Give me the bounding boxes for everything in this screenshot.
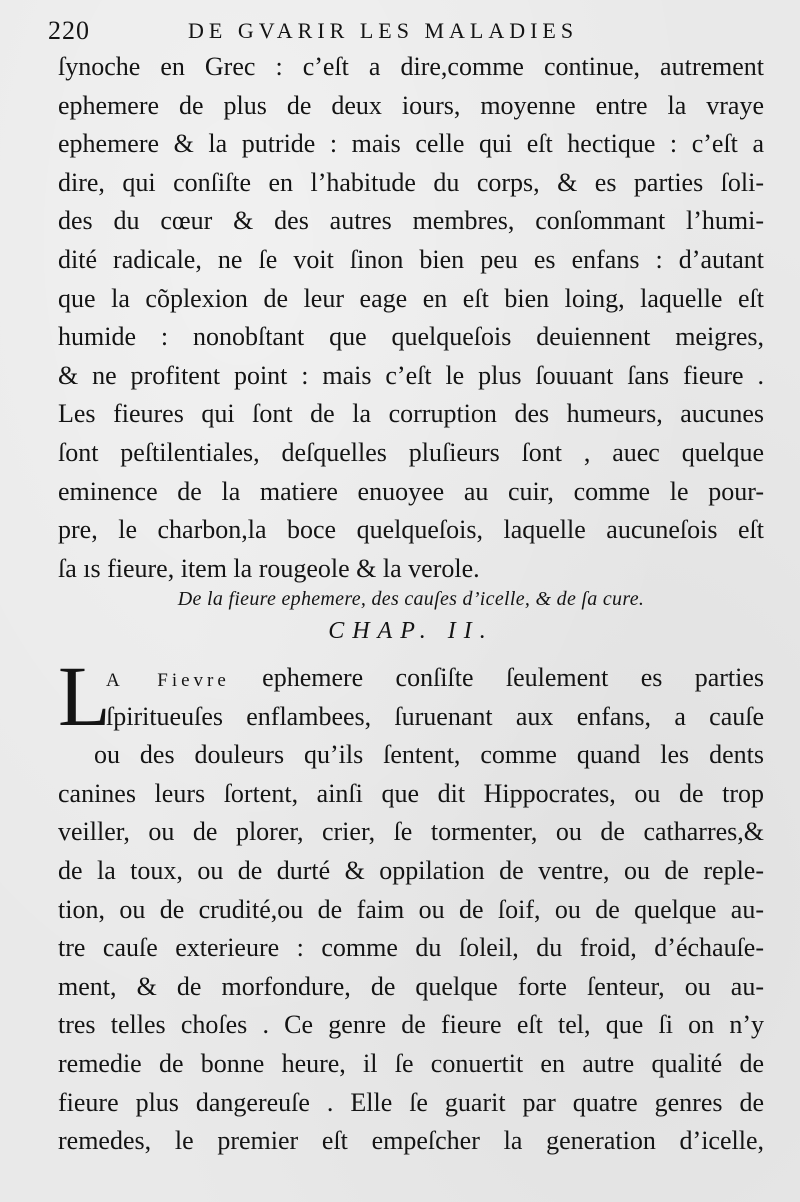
text-line: des du cœur & des autres membres, conſommant l’humi- [58, 206, 764, 236]
text-line: dité radicale, ne ſe voit ſinon bien peu es enfans : d’autant [58, 244, 764, 274]
text-line: humide : nonobſtant que quelqueſois deuiennent meigres, [58, 322, 764, 352]
text-line: veiller, ou de plorer, crier, ſe tormenter, ou de catharres,& [58, 817, 764, 847]
text-line: eminence de la matiere enuoyee au cuir, comme le pour- [58, 476, 764, 506]
page-header [48, 16, 748, 50]
text-line: dire, qui conſiſte en l’habitude du corps, & es parties ſoli- [58, 167, 764, 197]
text-line: que la cõplexion de leur eage en eſt bien loing, laquelle eſt [58, 283, 764, 313]
text-line: tres telles choſes . Ce genre de fieure eſt tel, que ſi on n’y [58, 1010, 764, 1040]
text-line: ſynoche en Grec : c’eſt a dire,comme continue, autrement [58, 52, 764, 81]
text-line: fieure plus dangereuſe . Elle ſe guarit par quatre genres de [58, 1087, 764, 1117]
drop-cap: L [58, 648, 111, 744]
text-line: ment, & de morfondure, de quelque forte ſenteur, ou au- [58, 971, 764, 1001]
text-line: tre cauſe exterieure : comme du ſoleil, du froid, d’échauſe- [58, 933, 764, 963]
chapter-text-block [58, 648, 764, 1161]
text-line: ſpiritueuſes enflambees, ſuruenant aux enfans, a cauſe [106, 701, 764, 731]
text-line: ſont peſtilentiales, deſquelles pluſieurs ſont , auec quelque [58, 437, 764, 467]
text-line: ſa ıs fieure, item la rougeole & la verole. [58, 553, 480, 583]
text-line: & ne profitent point : mais c’eſt le plus ſouuant ſans fieure . [58, 360, 764, 390]
main-text-block [58, 48, 764, 588]
text-line: ou des douleurs qu’ils ſentent, comme quand les dents [94, 740, 764, 770]
page-number: 220 [48, 16, 90, 45]
lead-small-caps: A Fievre [106, 670, 230, 691]
running-head: DE GVARIR LES MALADIES [188, 18, 579, 43]
lead-rest: ephemere conſiſte ſeulement es parties [229, 663, 764, 692]
text-line: remedie de bonne heure, il ſe conuertit en autre qualité de [58, 1048, 764, 1078]
text-line: canines leurs ſortent, ainſi que dit Hippocrates, ou de trop [58, 778, 764, 808]
text-line: ephemere de plus de deux iours, moyenne entre la vraye [58, 90, 764, 120]
text-line [58, 659, 764, 698]
text-line: de la toux, ou de durté & oppilation de ventre, ou de reple- [58, 855, 764, 885]
text-line: pre, le charbon,la boce quelqueſois, laquelle aucuneſois eſt [58, 515, 764, 545]
text-line: tion, ou de crudité,ou de faim ou de ſoif, ou de quelque au- [58, 894, 764, 924]
text-line: remedes, le premier eſt empeſcher la generation d’icelle, [58, 1126, 764, 1156]
text-line: ephemere & la putride : mais celle qui eſt hectique : c’eſt a [58, 129, 764, 159]
text-line: Les fieures qui ſont de la corruption des humeurs, aucunes [58, 399, 764, 429]
chapter-number: CHAP. II. [328, 618, 494, 644]
chapter-title: De la fieure ephemere, des cauſes d’icelle, & de ſa cure. [177, 588, 645, 610]
